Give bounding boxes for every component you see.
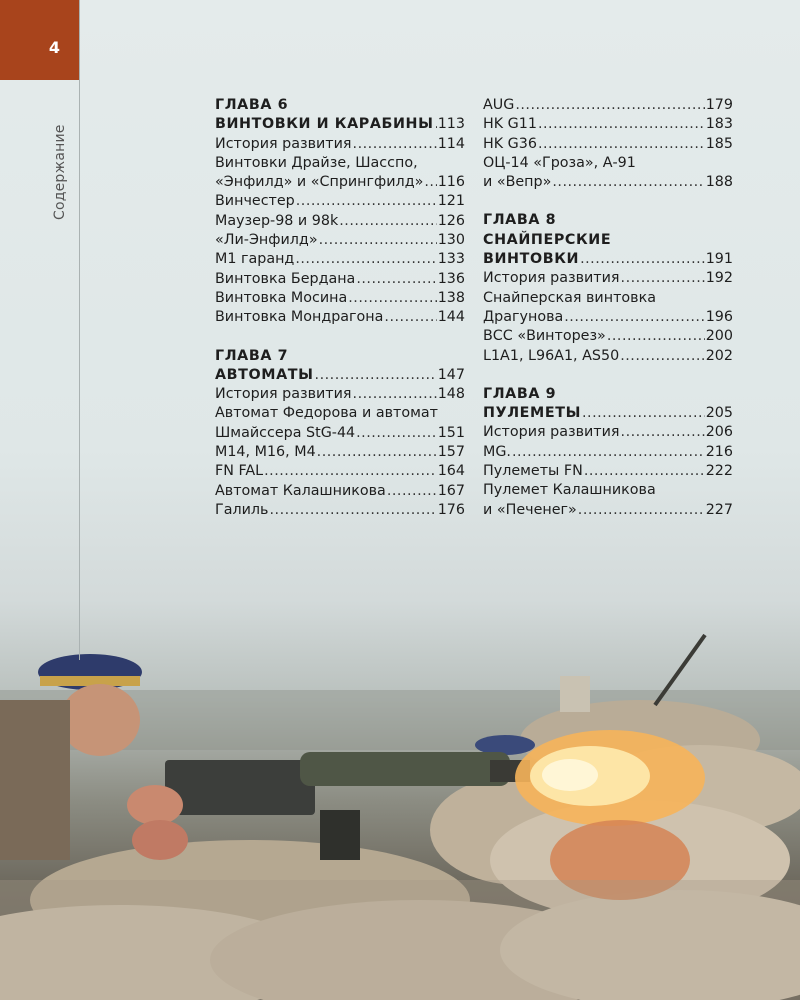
chapter-7 [215, 347, 465, 521]
toc-entry[interactable]: «Ли-Энфилд» ..... 130 [215, 231, 465, 250]
toc-entry[interactable]: MG. ..... 216 [483, 443, 733, 462]
toc-entry[interactable]: Шмайссера StG-44 ..... 151 [215, 424, 465, 443]
toc-entry[interactable]: и «Печенег» ..... 227 [483, 501, 733, 520]
toc-entry[interactable]: Пулеметы FN ..... 222 [483, 462, 733, 481]
toc-left-column [215, 96, 465, 539]
toc-entry[interactable]: Драгунова ..... 196 [483, 308, 733, 327]
toc-entry[interactable]: История развития ..... 148 [215, 385, 465, 404]
toc-entry-line[interactable]: СНАЙПЕРСКИЕ [483, 231, 612, 248]
toc-entry[interactable]: Винчестер ..... 121 [215, 192, 465, 211]
toc-entry[interactable]: История развития ..... 114 [215, 135, 465, 154]
toc-entry[interactable]: Автомат Калашникова ..... 167 [215, 482, 465, 501]
toc-entry-line[interactable]: Винтовки Драйзе, Шасспо, [215, 154, 418, 171]
toc-entry[interactable]: FN FAL ..... 164 [215, 462, 465, 481]
toc-entry[interactable]: HK G11 ..... 183 [483, 115, 733, 134]
running-head: Содержание [52, 124, 68, 220]
page-number-tab [0, 0, 80, 80]
toc-entry[interactable]: История развития ..... 206 [483, 423, 733, 442]
toc-entry[interactable]: ВИНТОВКИ И КАРАБИНЫ ..... 113 [215, 115, 465, 134]
toc-entry[interactable]: Маузер-98 и 98k ..... 126 [215, 212, 465, 231]
toc-entry-line[interactable]: Автомат Федорова и автомат [215, 405, 438, 422]
toc-entry[interactable]: ПУЛЕМЕТЫ ..... 205 [483, 404, 733, 423]
toc-entry[interactable]: Галиль ..... 176 [215, 501, 465, 520]
toc-entry-line[interactable]: Пулемет Калашникова [483, 482, 656, 499]
toc-right-column [483, 96, 733, 539]
toc-entry[interactable]: HK G36 ..... 185 [483, 135, 733, 154]
toc-entry-line[interactable]: Снайперская винтовка [483, 289, 656, 306]
chapter-label: ГЛАВА 8 [483, 212, 557, 229]
toc-entry[interactable]: M14, M16, M4 ..... 157 [215, 443, 465, 462]
chapter-label: ГЛАВА 9 [483, 385, 557, 402]
chapter-8 [483, 211, 733, 365]
chapter-9 [483, 385, 733, 520]
toc-entry[interactable]: AUG ..... 179 [483, 96, 733, 115]
toc-entry[interactable]: L1A1, L96A1, AS50 ..... 202 [483, 347, 733, 366]
toc-entry[interactable]: Винтовка Мосина ..... 138 [215, 289, 465, 308]
page-number: 4 [48, 38, 60, 57]
toc-entry[interactable]: «Энфилд» и «Спрингфилд» ..... 116 [215, 173, 465, 192]
chapter-label: ГЛАВА 7 [215, 347, 289, 364]
toc-entry[interactable]: М1 гаранд ..... 133 [215, 250, 465, 269]
chapter-7-continued [483, 96, 733, 192]
toc-entry[interactable]: Винтовка Мондрагона ..... 144 [215, 308, 465, 327]
toc-entry[interactable]: История развития ..... 192 [483, 269, 733, 288]
toc-entry-line[interactable]: ОЦ-14 «Гроза», А-91 [483, 154, 636, 171]
toc-entry[interactable]: и «Вепр» ..... 188 [483, 173, 733, 192]
toc-entry[interactable]: ВИНТОВКИ ..... 191 [483, 250, 733, 269]
toc-entry[interactable]: АВТОМАТЫ ..... 147 [215, 366, 465, 385]
chapter-6 [215, 96, 465, 328]
side-rule [79, 0, 80, 660]
toc-entry[interactable]: ВСС «Винторез» ..... 200 [483, 327, 733, 346]
chapter-label: ГЛАВА 6 [215, 97, 289, 113]
toc-entry[interactable]: Винтовка Бердана ..... 136 [215, 270, 465, 289]
